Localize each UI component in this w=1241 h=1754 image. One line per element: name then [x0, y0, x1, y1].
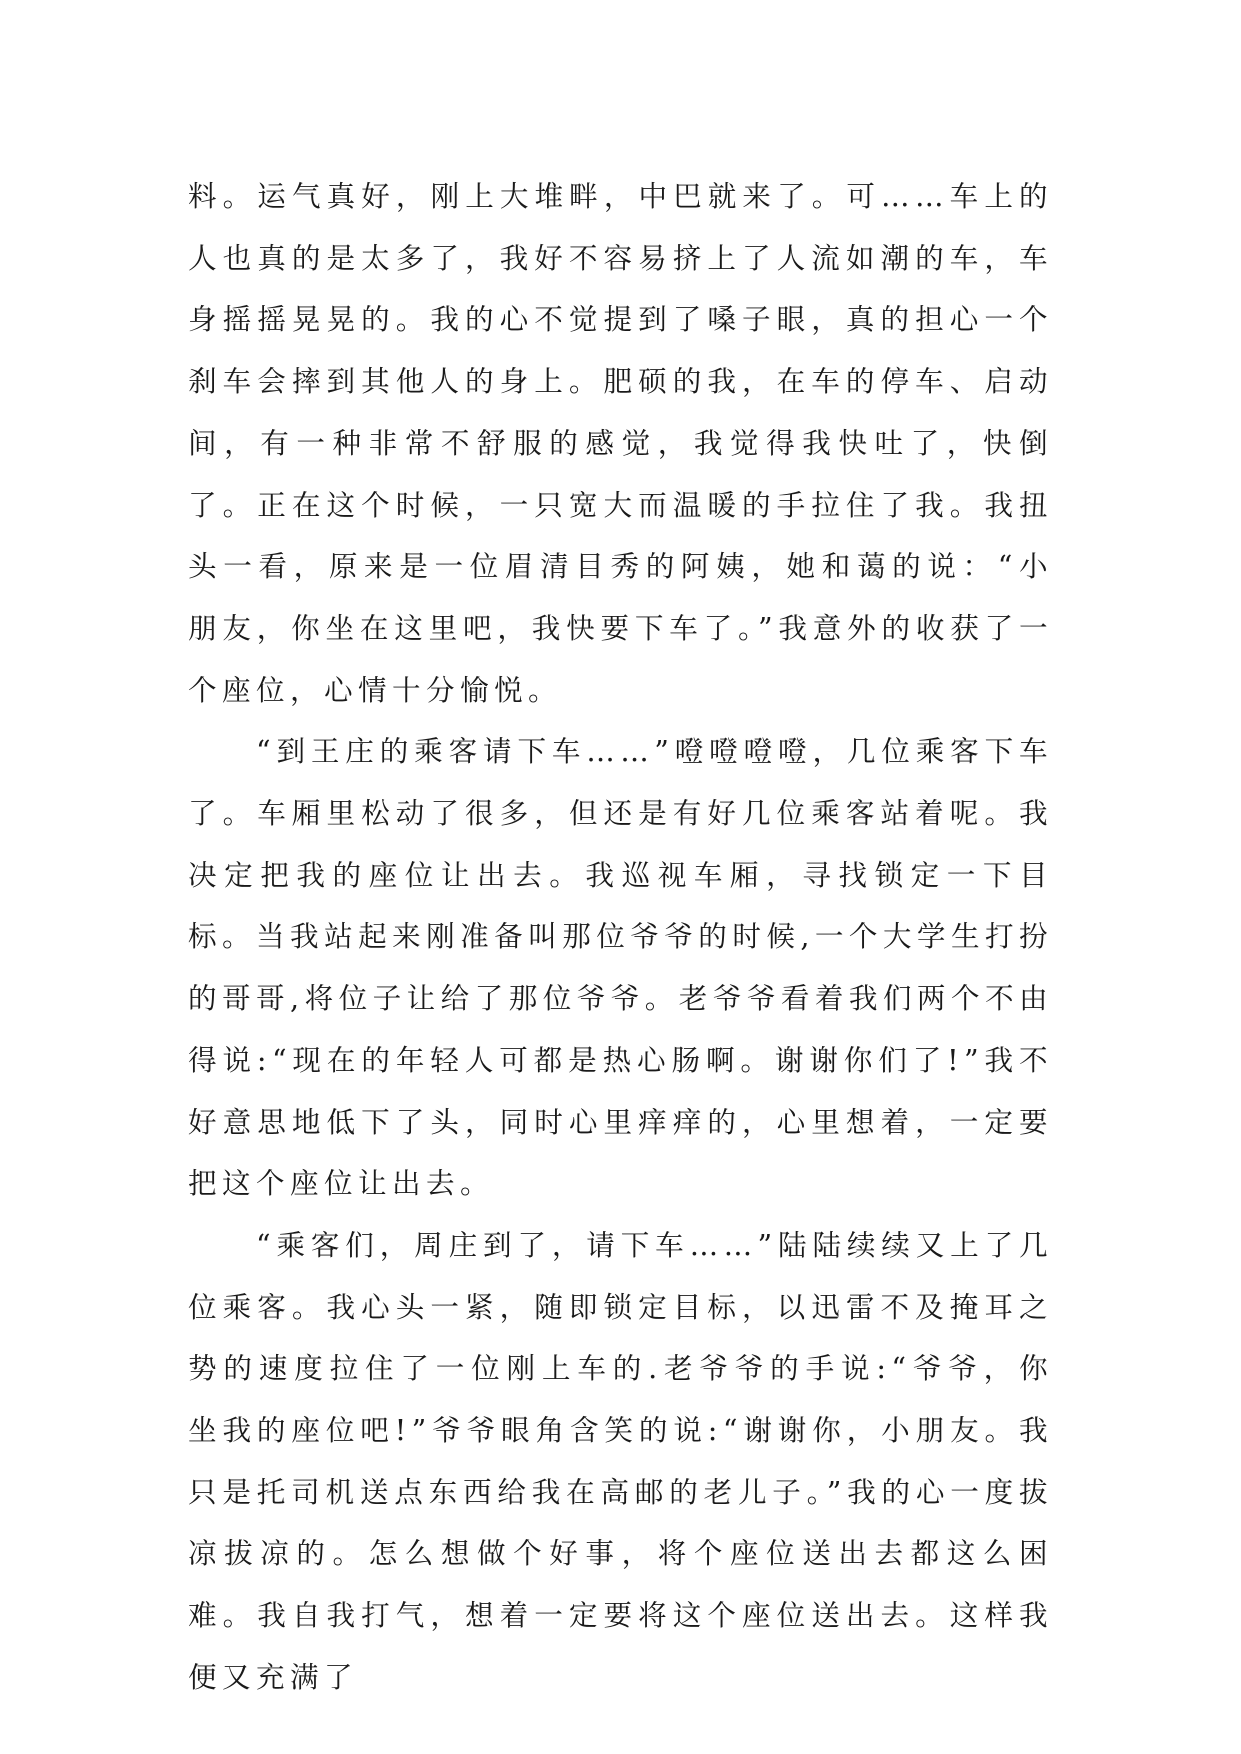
- paragraph-3: “乘客们，周庄到了，请下车……”陆陆续续又上了几位乘客。我心头一紧，随即锁定目标，以迅雷不及掩耳之势的速度拉住了一位刚上车的.老爷爷的手说:“爷爷，你坐我的座位吧!”爷爷眼角含笑的说:“谢谢你，小朋友。我只是托司机送点东西给我在高邮的老儿子。”我的心一度拔凉拔凉的。怎么想做个好事，将个座位送出去都这么困难。我自我打气，想着一定要将这个座位送出去。这样我便又充满了: [188, 1227, 1053, 1694]
- document-body: [188, 166, 1053, 1709]
- paragraph-1: 料。运气真好，刚上大堆畔，中巴就来了。可……车上的人也真的是太多了，我好不容易挤上了人流如潮的车，车身摇摇晃晃的。我的心不觉提到了嗓子眼，真的担心一个刹车会摔到其他人的身上。肥硕的我，在车的停车、启动间，有一种非常不舒服的感觉，我觉得我快吐了，快倒了。正在这个时候，一只宽大而温暖的手拉住了我。我扭头一看，原来是一位眉清目秀的阿姨，她和蔼的说：“小朋友，你坐在这里吧，我快要下车了。”我意外的收获了一个座位，心情十分愉悦。: [188, 179, 1053, 707]
- paragraph-2: “到王庄的乘客请下车……”噔噔噔噔，几位乘客下车了。车厢里松动了很多，但还是有好几位乘客站着呢。我决定把我的座位让出去。我巡视车厢，寻找锁定一下目标。当我站起来刚准备叫那位爷爷的时候,一个大学生打扮的哥哥,将位子让给了那位爷爷。老爷爷看着我们两个不由得说:“现在的年轻人可都是热心肠啊。谢谢你们了!”我不好意思地低下了头，同时心里痒痒的，心里想着，一定要把这个座位让出去。: [188, 734, 1053, 1201]
